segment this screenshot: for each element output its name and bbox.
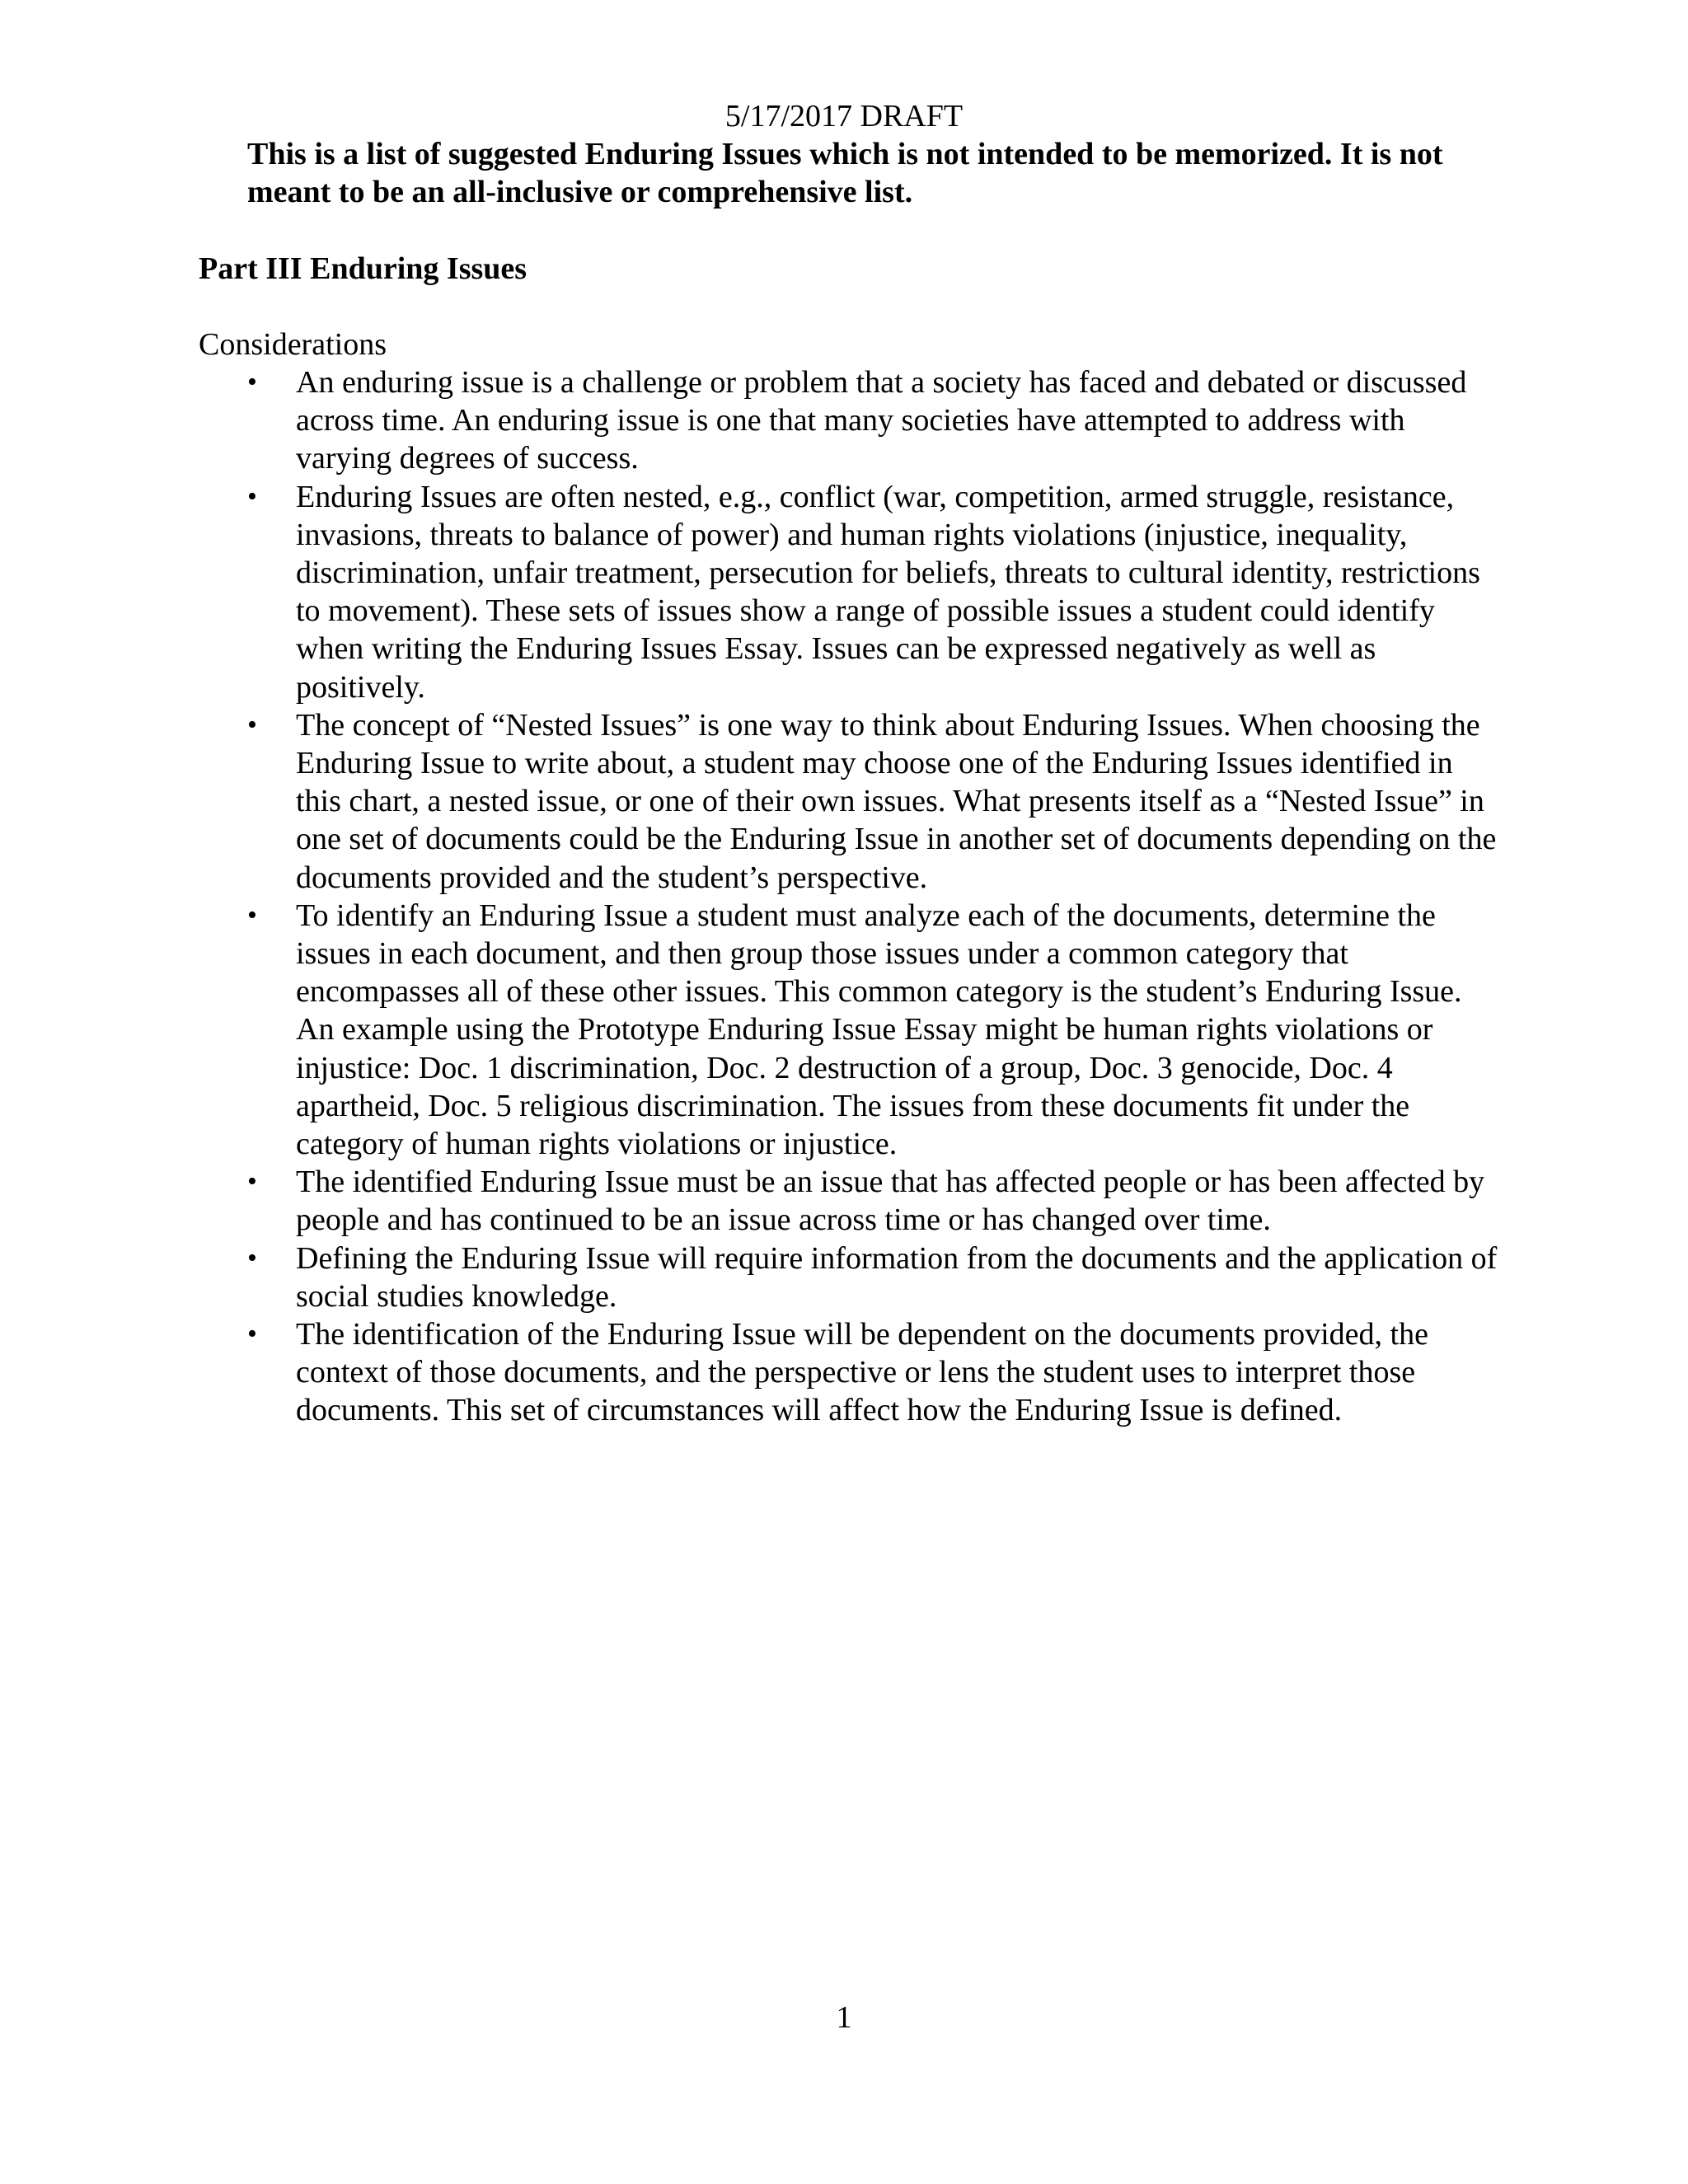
list-item xyxy=(0,1315,1499,1430)
bullet-icon: • xyxy=(247,1166,257,1197)
disclaimer-notice: This is a list of suggested Enduring Issues which is not intended to be memorized. It is not meant to be an all-inclusive or comprehensive list. xyxy=(247,137,1443,209)
list-item-text: To identify an Enduring Issue a student must analyze each of the documents, determine the issues in each document, and then group those issues under a common category that encompasses all of these other issues. This common category is the student’s Enduring Issue. An example using the Prototype Enduring Issue Essay might be human rights violations or injustice: Doc. 1 discrimination, Doc. 2 destruction of a group, Doc. 3 genocide, Doc. 4 apartheid, Doc. 5 religious discrimination. The issues from these documents fit under the category of human rights violations or injustice. xyxy=(296,898,1462,1162)
list-item xyxy=(0,1163,1499,1239)
list-item-text: Defining the Enduring Issue will require information from the documents and the application of social studies knowledge. xyxy=(296,1240,1498,1314)
page-number: 1 xyxy=(836,2000,852,2035)
list-item xyxy=(0,363,1499,478)
list-item-text: Enduring Issues are often nested, e.g., conflict (war, competition, armed struggle, resistance, invasions, threats to balance of power) and human rights violations (injustice, inequality, discrimination, unfair treatment, persecution for beliefs, threats to cultural identity, restrictions to movement). These sets of issues show a range of possible issues a student could identify when writing the Enduring Issues Essay. Issues can be expressed negatively as well as positively. xyxy=(296,479,1480,705)
section-heading: Part III Enduring Issues xyxy=(199,251,528,286)
list-item xyxy=(0,706,1499,897)
considerations-list xyxy=(0,363,1688,1430)
considerations-label: Considerations xyxy=(199,327,387,362)
bullet-icon: • xyxy=(247,1242,257,1273)
bullet-icon: • xyxy=(247,367,257,397)
bullet-icon: • xyxy=(247,480,257,512)
bullet-icon: • xyxy=(247,899,257,930)
list-item-text: An enduring issue is a challenge or problem that a society has faced and debated or discussed across time. An enduring issue is one that many societies have attempted to address with varying degrees of success. xyxy=(296,365,1467,476)
draft-date-header: 5/17/2017 DRAFT xyxy=(724,99,964,134)
list-item xyxy=(0,478,1499,706)
bullet-icon: • xyxy=(247,1319,257,1350)
list-item-text: The identification of the Enduring Issue will be dependent on the documents provided, the context of those documents, and the perspective or lens the student uses to interpret those documents. This set of circumstances will affect how the Enduring Issue is defined. xyxy=(296,1317,1428,1428)
list-item-text: The concept of “Nested Issues” is one way to think about Enduring Issues. When choosing the Enduring Issue to write about, a student may choose one of the Enduring Issues identified in this chart, a nested issue, or one of their own issues. What presents itself as a “Nested Issue” in one set of documents could be the Enduring Issue in another set of documents depending on the documents provided and the student’s perspective. xyxy=(296,707,1497,895)
list-item-text: The identified Enduring Issue must be an issue that has affected people or has been affected by people and has continued to be an issue across time or has changed over time. xyxy=(296,1165,1485,1238)
list-item xyxy=(0,897,1499,1163)
bullet-icon: • xyxy=(247,709,257,740)
list-item xyxy=(0,1240,1499,1315)
